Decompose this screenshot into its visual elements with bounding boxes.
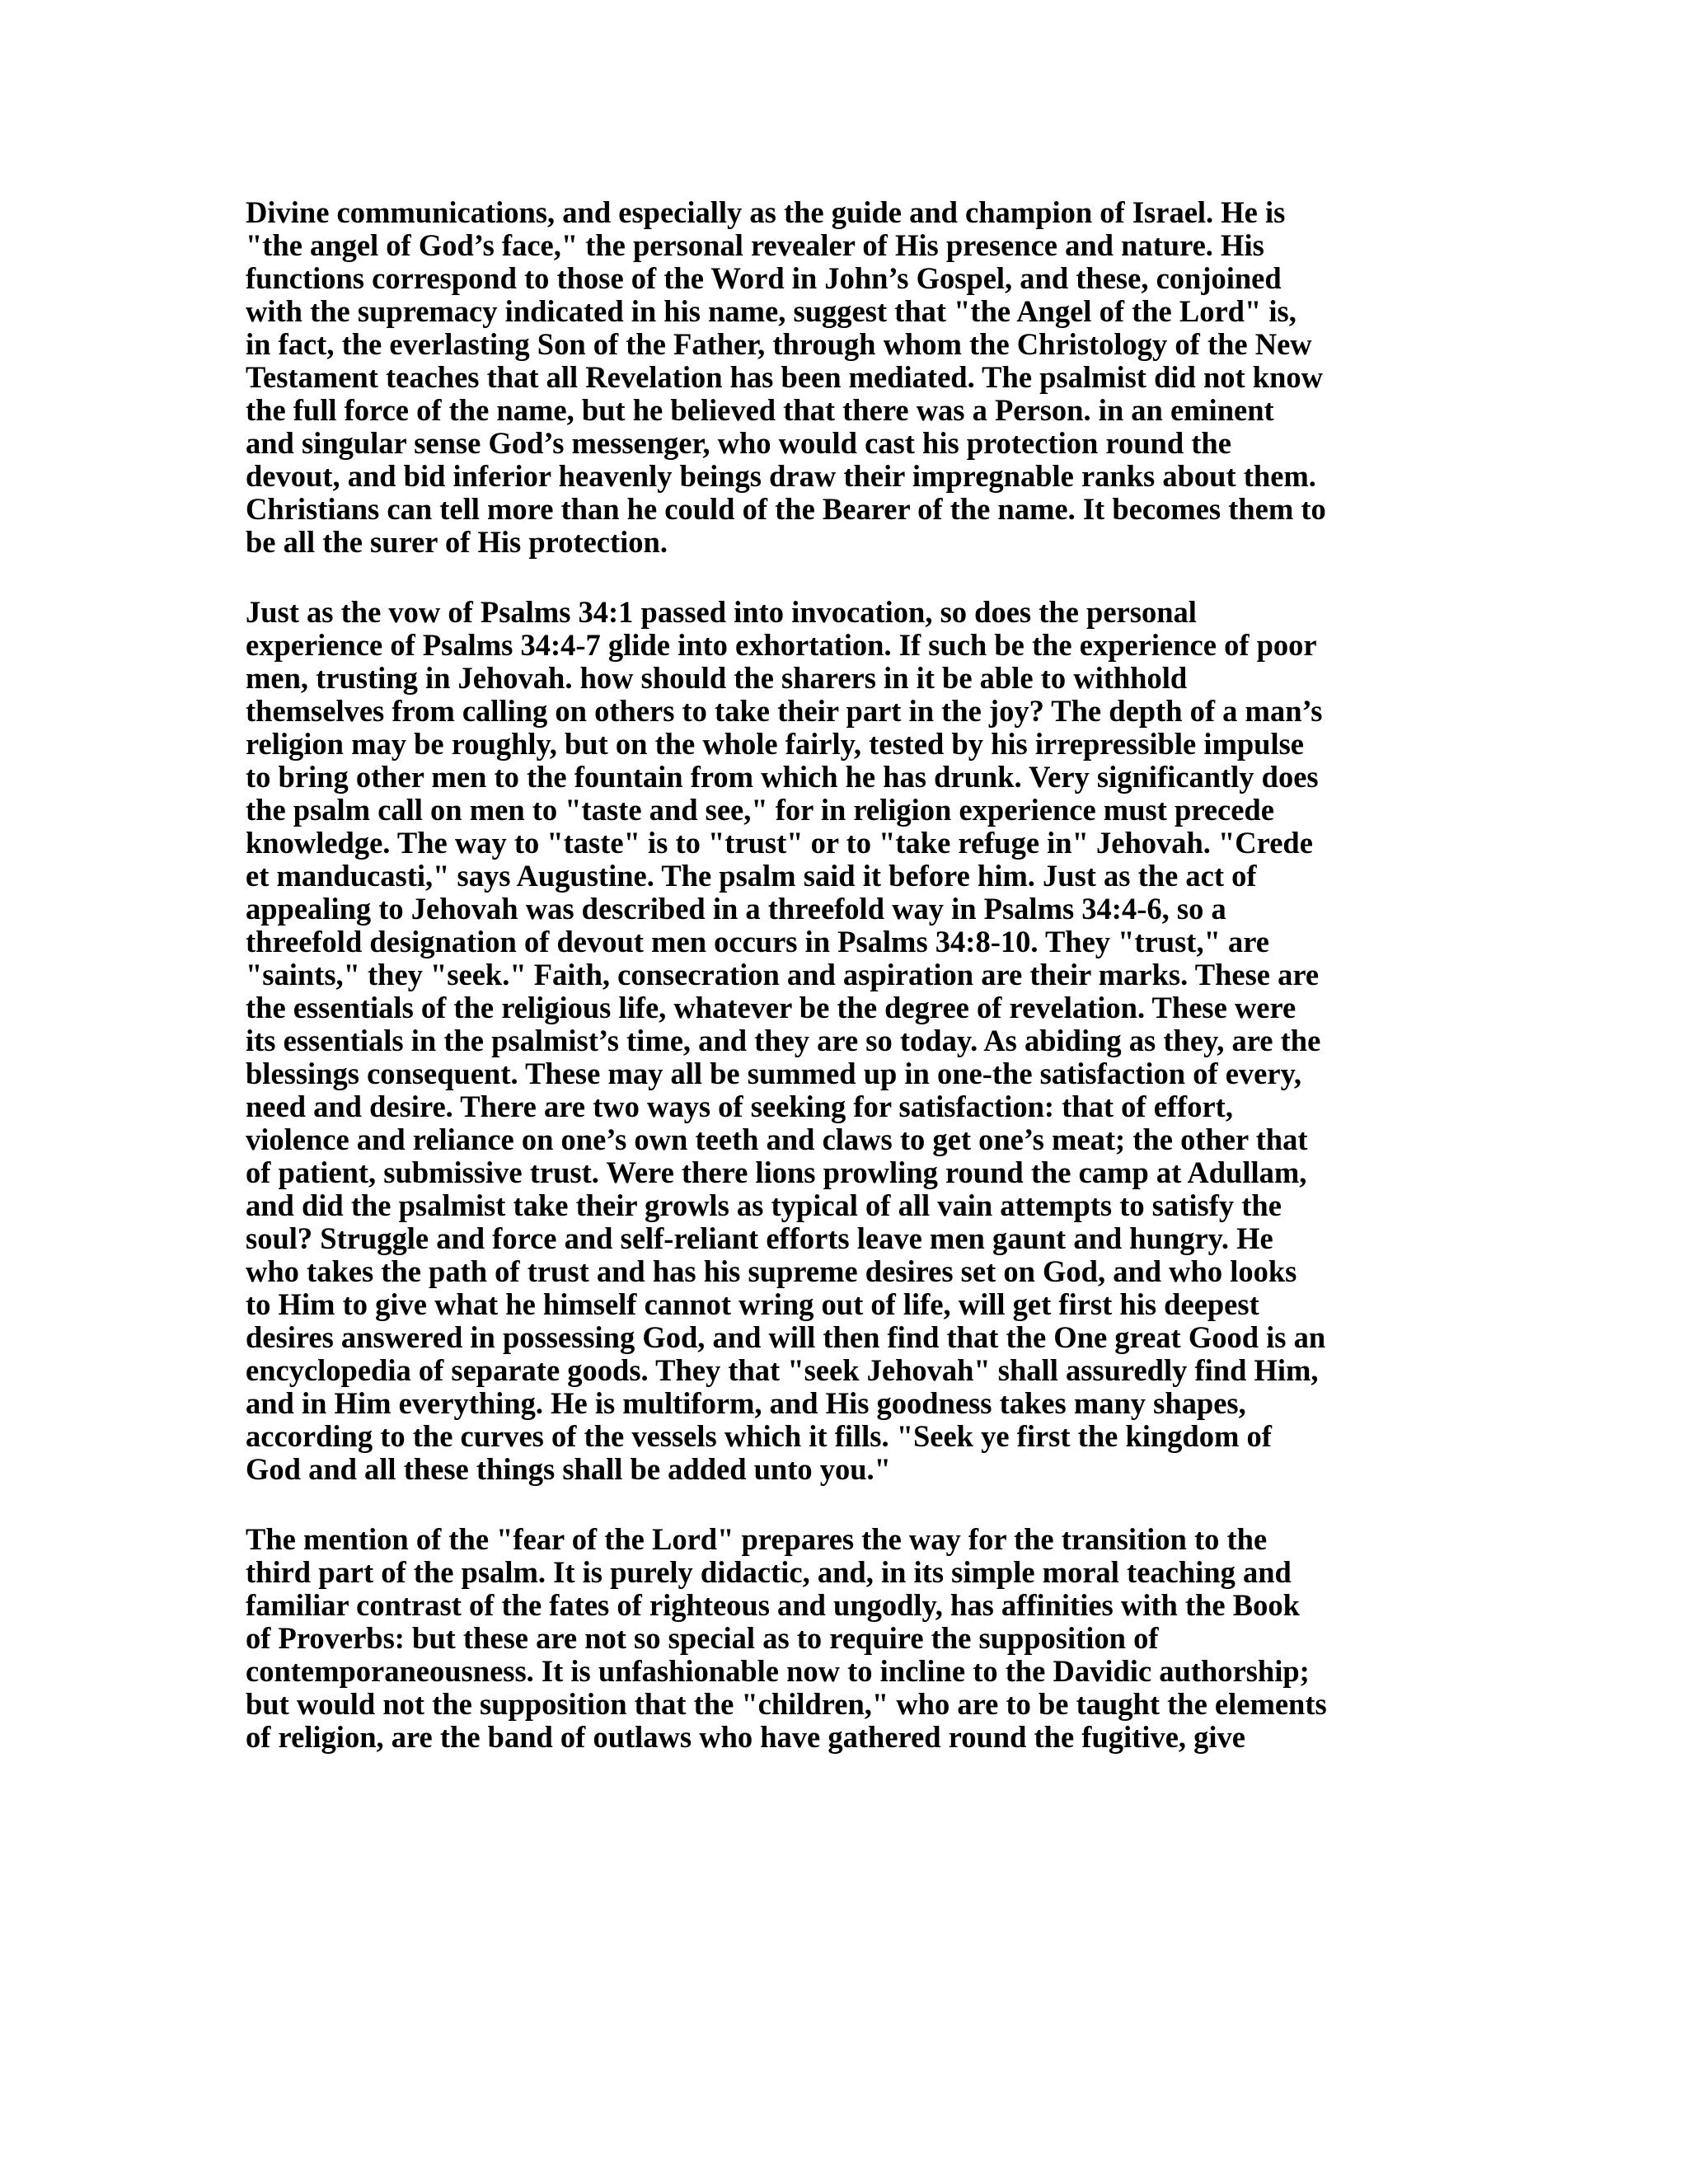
text-line: third part of the psalm. It is purely didactic, and, in its simple moral teaching and [246,1555,1292,1589]
text-line: familiar contrast of the fates of righteous and ungodly, has affinities with the Book [246,1588,1300,1622]
text-line: experience of Psalms 34:4-7 glide into exhortation. If such be the experience of poor [246,628,1317,662]
text-line: blessings consequent. These may all be summed up in one-the satisfaction of every, [246,1057,1301,1090]
text-line: to bring other men to the fountain from which he has drunk. Very significantly does [246,760,1319,794]
text-line: The mention of the "fear of the Lord" prepares the way for the transition to the [246,1522,1268,1556]
paragraph-2 [246,596,1449,1486]
text-line: devout, and bid inferior heavenly beings draw their impregnable ranks about them. [246,459,1316,493]
text-line: with the supremacy indicated in his name, suggest that "the Angel of the Lord" is, [246,294,1296,328]
paragraph-3 [246,1523,1449,1754]
text-line: and did the psalmist take their growls as typical of all vain attempts to satisfy the [246,1188,1282,1222]
text-line: but would not the supposition that the "children," who are to be taught the elements [246,1687,1327,1721]
text-line: men, trusting in Jehovah. how should the sharers in it be able to withhold [246,661,1188,695]
text-line: of religion, are the band of outlaws who have gathered round the fugitive, give [246,1720,1245,1754]
text-line: themselves from calling on others to take their part in the joy? The depth of a man’s [246,694,1323,728]
text-line: knowledge. The way to "taste" is to "trust" or to "take refuge in" Jehovah. "Crede [246,826,1313,860]
text-line: of Proverbs: but these are not so special as to require the supposition of [246,1621,1159,1655]
text-line: appealing to Jehovah was described in a threefold way in Psalms 34:4-6, so a [246,892,1226,926]
text-line: Just as the vow of Psalms 34:1 passed into invocation, so does the personal [246,595,1197,629]
text-line: Testament teaches that all Revelation has been mediated. The psalmist did not know [246,360,1323,394]
text-line: need and desire. There are two ways of seeking for satisfaction: that of effort, [246,1090,1233,1123]
text-line: to Him to give what he himself cannot wring out of life, will get first his deepest [246,1287,1259,1321]
text-line: desires answered in possessing God, and will then find that the One great Good is an [246,1320,1326,1354]
text-line: according to the curves of the vessels which it fills. "Seek ye first the kingdom of [246,1419,1272,1453]
text-line: of patient, submissive trust. Were there lions prowling round the camp at Adullam, [246,1155,1307,1189]
text-line: who takes the path of trust and has his supreme desires set on God, and who looks [246,1254,1297,1288]
text-line: contemporaneousness. It is unfashionable now to incline to the Davidic authorship; [246,1654,1310,1688]
text-line: "the angel of God’s face," the personal revealer of His presence and nature. His [246,228,1264,262]
text-line: soul? Struggle and force and self-reliant efforts leave men gaunt and hungry. He [246,1221,1273,1255]
text-line: and in Him everything. He is multiform, and His goodness takes many shapes, [246,1386,1246,1420]
text-line: Christians can tell more than he could of the Bearer of the name. It becomes them to [246,492,1326,526]
text-line: threefold designation of devout men occurs in Psalms 34:8-10. They "trust," are [246,925,1269,958]
text-line: et manducasti," says Augustine. The psalm said it before him. Just as the act of [246,859,1257,893]
text-line: encyclopedia of separate goods. They that "seek Jehovah" shall assuredly find Him, [246,1353,1319,1387]
text-line: and singular sense God’s messenger, who would cast his protection round the [246,426,1231,460]
text-line: its essentials in the psalmist’s time, and they are so today. As abiding as they, are the [246,1024,1321,1057]
paragraph-1 [246,196,1449,559]
text-line: God and all these things shall be added unto you." [246,1452,891,1486]
text-line: the essentials of the religious life, whatever be the degree of revelation. These were [246,991,1296,1024]
body-text [246,196,1449,1754]
text-line: violence and reliance on one’s own teeth and claws to get one’s meat; the other that [246,1122,1308,1156]
text-line: the full force of the name, but he believed that there was a Person. in an eminent [246,393,1274,427]
text-line: functions correspond to those of the Word in John’s Gospel, and these, conjoined [246,261,1282,295]
text-line: religion may be roughly, but on the whole fairly, tested by his irrepressible impulse [246,727,1305,761]
text-line: in fact, the everlasting Son of the Father, through whom the Christology of the New [246,327,1312,361]
text-line: "saints," they "seek." Faith, consecration and aspiration are their marks. These are [246,958,1320,991]
text-line: the psalm call on men to "taste and see," for in religion experience must precede [246,793,1274,827]
text-line: Divine communications, and especially as the guide and champion of Israel. He is [246,195,1286,229]
text-line: be all the surer of His protection. [246,525,668,559]
